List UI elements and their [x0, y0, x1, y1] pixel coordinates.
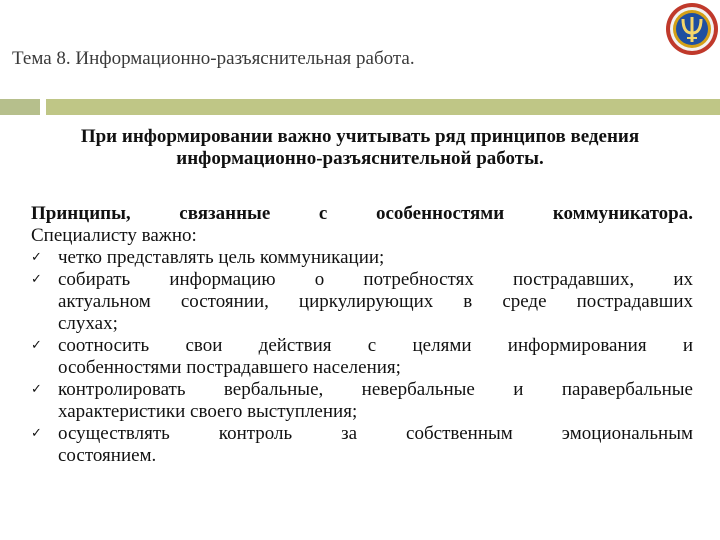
- list-item-text: осуществлять контроль за собственным эмоциональным: [58, 423, 693, 444]
- list-item-text: особенностями пострадавшего населения;: [58, 357, 401, 378]
- intro-rest: Специалисту важно:: [31, 225, 197, 246]
- check-icon: ✓: [31, 382, 42, 397]
- list-item: [31, 247, 693, 269]
- header-accent-bar-small: [0, 99, 40, 115]
- check-icon: ✓: [31, 250, 42, 265]
- list-item: [31, 423, 693, 467]
- list-item: [31, 335, 693, 379]
- list-item: [31, 379, 693, 423]
- slide-title: Тема 8. Информационно-разъяснительная работа.: [12, 48, 415, 69]
- list-item-text: характеристики своего выступления;: [58, 401, 358, 422]
- list-item-text: контролировать вербальные, невербальные и паравербальные: [58, 379, 693, 400]
- list-item-text: состоянием.: [58, 445, 157, 466]
- intro-paragraph: [31, 203, 693, 247]
- heading-line-2: информационно-разъяснительной работы.: [176, 148, 544, 169]
- list-item: [31, 269, 693, 335]
- heading-line-1: При информировании важно учитывать ряд принципов ведения: [80, 126, 640, 147]
- list-item-text: четко представлять цель коммуникации;: [58, 247, 385, 268]
- psychology-emblem-icon: [665, 2, 719, 56]
- principles-list: [31, 247, 693, 467]
- list-item-text: собирать информацию о потребностях пострадавших, их: [58, 269, 693, 290]
- check-icon: ✓: [31, 272, 42, 287]
- check-icon: ✓: [31, 426, 42, 441]
- slide-body: [31, 203, 693, 467]
- check-icon: ✓: [31, 338, 42, 353]
- list-item-text: слухах;: [58, 313, 118, 334]
- header-accent-bar: [46, 99, 720, 115]
- list-item-text: актуальном состоянии, циркулирующих в среде пострадавших: [58, 291, 693, 312]
- list-item-text: соотносить свои действия с целями информирования и: [58, 335, 693, 356]
- slide-heading: [28, 126, 692, 170]
- intro-bold: Принципы, связанные с особенностями коммуникатора.: [31, 203, 693, 224]
